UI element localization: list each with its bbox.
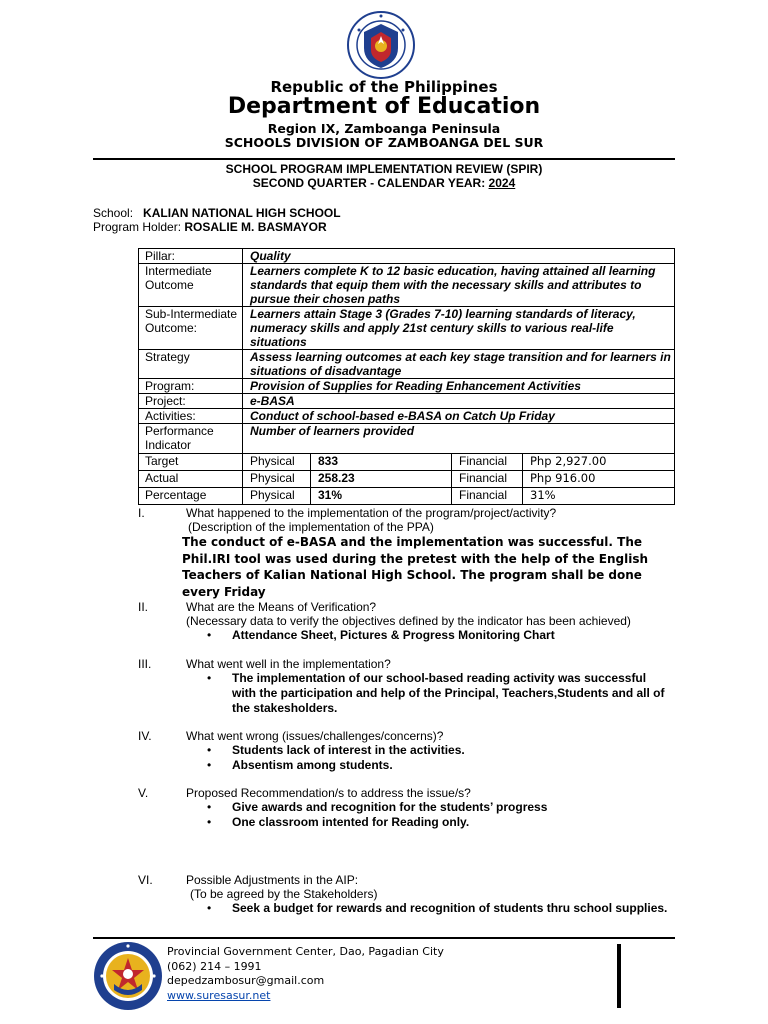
program-table [138,248,675,505]
bullet-text: The implementation of our school-based reading activity was successful with the participation and help of the Principal, Teachers,Students and all of the stakesholders. [232,671,665,715]
row-value: Number of learners provided [243,424,675,454]
holder-name: ROSALIE M. BASMAYOR [184,220,327,234]
report-subtitle [0,176,768,190]
physical-value: 833 [311,454,452,471]
metric-label: Target [139,454,243,471]
program-holder-line [93,220,327,234]
region-heading: Region IX, Zamboanga Peninsula [267,121,501,136]
row-label: Performance Indicator [139,424,243,454]
physical-value: 31% [311,488,452,505]
metric-row [139,471,675,488]
section-subtext: (To be agreed by the Stakeholders) [190,887,378,901]
footer-vertical-bar [617,944,621,1008]
metric-label: Actual [139,471,243,488]
footer-phone: (062) 214 – 1991 [167,960,262,973]
section-question: What went well in the implementation? [186,657,391,671]
deped-seal-logo [346,10,416,80]
section-question: What went wrong (issues/challenges/concerns)? [186,729,444,743]
division-heading: SCHOOLS DIVISION OF ZAMBOANGA DEL SUR [224,135,544,150]
metric-row [139,488,675,505]
republic-heading: Republic of the Philippines [270,78,498,96]
section-number: I. [138,506,145,520]
holder-label: Program Holder: [93,220,182,234]
bullet-icon: • [207,758,212,772]
physical-label: Physical [243,471,311,488]
financial-value: Php 916.00 [523,471,675,488]
row-label: Activities: [139,409,243,424]
school-name: KALIAN NATIONAL HIGH SCHOOL [143,206,341,220]
section-subtext: (Description of the implementation of the PPA) [188,520,434,534]
row-value: Quality [243,249,675,264]
section-question: Proposed Recommendation/s to address the issue/s? [186,786,471,800]
bullet-icon: • [207,901,212,915]
row-label: Project: [139,394,243,409]
bullet-icon: • [207,743,212,757]
section-number: IV. [138,729,152,743]
header-divider [93,158,675,160]
section-question: Possible Adjustments in the AIP: [186,873,359,887]
row-value: Assess learning outcomes at each key stage transition and for learners in situations of disadvantage [243,350,675,379]
section-subtext: (Necessary data to verify the objectives defined by the indicator has been achieved) [186,614,631,628]
section-question: What are the Means of Verification? [186,600,377,614]
report-title: SCHOOL PROGRAM IMPLEMENTATION REVIEW (SPIR) [225,162,543,176]
bullet-text: Give awards and recognition for the students’ progress [232,800,548,814]
row-value: Learners attain Stage 3 (Grades 7-10) learning standards of literacy, numeracy skills and apply 21st century skills to various real-life situations [243,307,675,350]
physical-value: 258.23 [311,471,452,488]
table-row [139,424,675,454]
bullet-text: Absentism among students. [232,758,393,772]
row-label: Pillar: [139,249,243,264]
financial-label: Financial [452,454,523,471]
footer-divider [93,937,675,939]
table-row [139,379,675,394]
quarter-label: SECOND QUARTER - CALENDAR YEAR: [252,176,489,190]
row-label: Sub-Intermediate Outcome: [139,307,243,350]
table-row [139,249,675,264]
row-value: e-BASA [243,394,675,409]
bullet-icon: • [207,671,212,685]
physical-label: Physical [243,488,311,505]
school-label: School: [93,206,134,220]
bullet-text: One classroom intented for Reading only. [232,815,470,829]
footer-address: Provincial Government Center, Dao, Pagadian City [167,945,444,958]
bullet-icon: • [207,628,212,642]
department-heading: Department of Education [227,94,541,119]
bullet-text: Attendance Sheet, Pictures & Progress Monitoring Chart [232,628,555,642]
metric-label: Percentage [139,488,243,505]
financial-value: 31% [523,488,675,505]
financial-value: Php 2,927.00 [523,454,675,471]
footer-website-link[interactable]: www.suresasur.net [167,989,271,1002]
metric-row [139,454,675,471]
section-question: What happened to the implementation of the program/project/activity? [186,506,557,520]
school-line [93,206,341,220]
section-answer: The conduct of e-BASA and the implementation was successful. The Phil.IRI tool was used during the pretest with the help of the English Teachers of Kalian National High School. The program shall be done every Friday [182,535,649,599]
footer-email: depedzambosur@gmail.com [167,974,325,987]
calendar-year: 2024 [488,176,516,190]
table-row [139,307,675,350]
financial-label: Financial [452,488,523,505]
row-value: Conduct of school-based e-BASA on Catch Up Friday [243,409,675,424]
table-row [139,264,675,307]
financial-label: Financial [452,471,523,488]
division-seal-logo [92,940,164,1012]
row-label: Strategy [139,350,243,379]
section-number: V. [138,786,149,800]
row-label: Intermediate Outcome [139,264,243,307]
row-label: Program: [139,379,243,394]
bullet-icon: • [207,800,212,814]
section-number: III. [138,657,152,671]
row-value: Provision of Supplies for Reading Enhancement Activities [243,379,675,394]
table-row [139,350,675,379]
bullet-text: Seek a budget for rewards and recognition of students thru school supplies. [232,901,668,915]
section-number: II. [138,600,149,614]
physical-label: Physical [243,454,311,471]
bullet-icon: • [207,815,212,829]
table-row [139,409,675,424]
row-value: Learners complete K to 12 basic education, having attained all learning standards that equip them with the necessary skills and attributes to pursue their chosen paths [243,264,675,307]
bullet-text: Students lack of interest in the activities. [232,743,465,757]
table-row [139,394,675,409]
section-number: VI. [138,873,153,887]
